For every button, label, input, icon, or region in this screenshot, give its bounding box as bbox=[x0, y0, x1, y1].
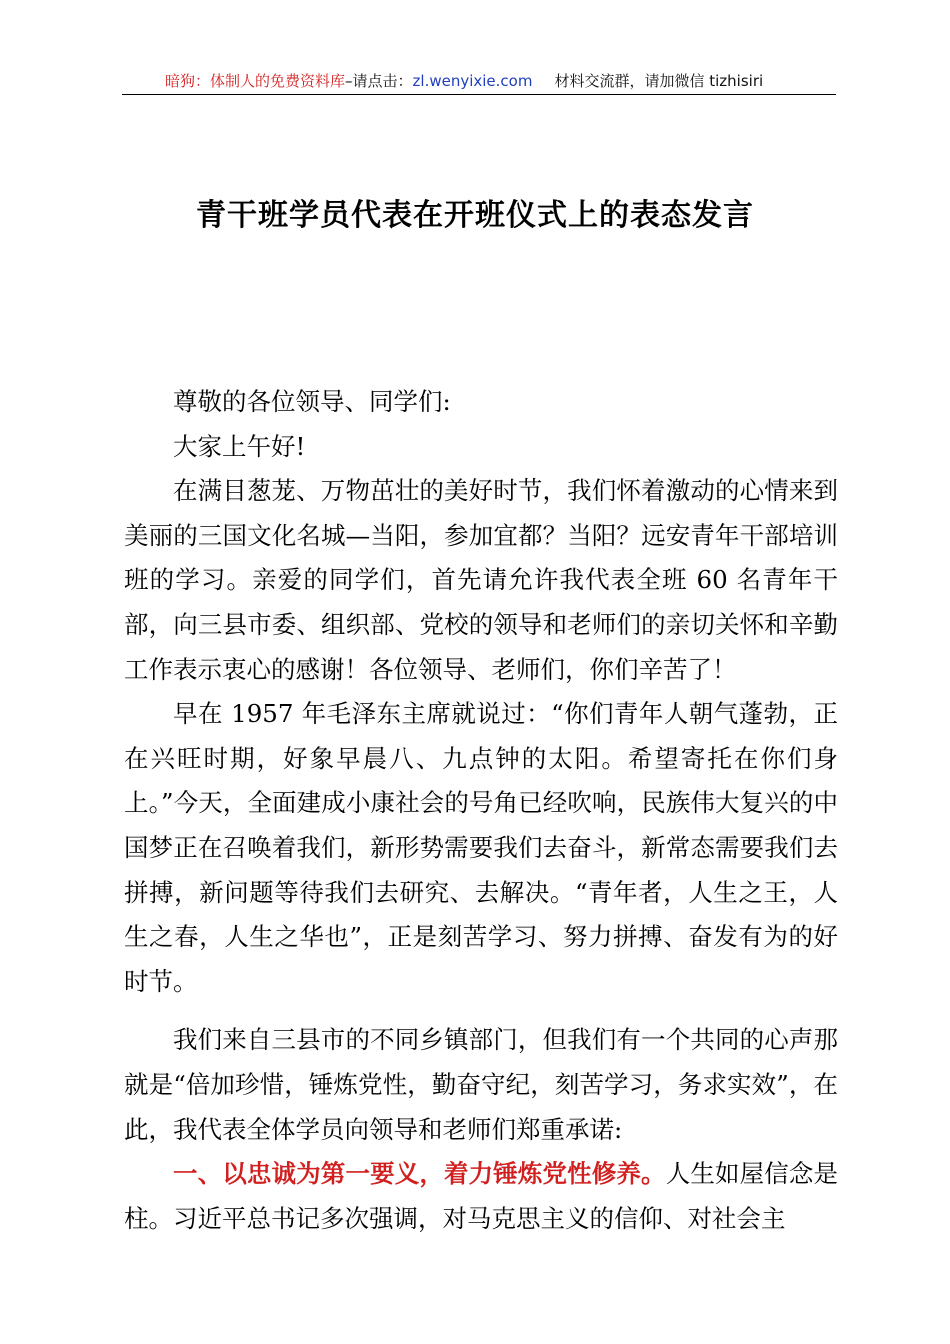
header-url-link[interactable]: zl.wenyixie.com bbox=[412, 72, 533, 90]
header-prompt: –请点击： bbox=[345, 72, 413, 90]
page-header bbox=[122, 66, 836, 95]
header-site-name: 暗狗：体制人的免费资料库 bbox=[165, 72, 346, 90]
document-title: 青干班学员代表在开班仪式上的表态发言 bbox=[196, 198, 754, 233]
header-contact: 材料交流群，请加微信 tizhisiri bbox=[554, 72, 764, 90]
salutation: 尊敬的各位领导、同学们: bbox=[173, 387, 451, 416]
paragraph-3: 我们来自三县市的不同乡镇部门，但我们有一个共同的心声那就是“倍加珍惜，锤炼党性，勤奋守纪，刻苦学习，务求实效”，在此，我代表全体学员向领导和老师们郑重承诺: bbox=[124, 1025, 838, 1144]
section-1-paragraph bbox=[124, 1152, 838, 1241]
section-1-text: 人生如屋信念是柱。习近平总书记多次强调，对马克思主义的信仰、对社会主 bbox=[124, 1159, 839, 1233]
greeting: 大家上午好! bbox=[173, 431, 306, 461]
paragraph-1: 在满目葱茏、万物茁壮的美好时节，我们怀着激动的心情来到美丽的三国文化名城—当阳，参加宜都？当阳？远安青年干部培训班的学习。亲爱的同学们，首先请允许我代表全班 60 名青年干部，向三县市委、组织部、党校的领导和老师们的亲切关怀和辛勤工作表示衷心的感谢！各位领导、老师们，你们辛苦了！ bbox=[124, 476, 838, 684]
document-body bbox=[124, 380, 838, 1241]
header-content bbox=[165, 70, 763, 91]
paragraph-2: 早在 1957 年毛泽东主席就说过：“你们青年人朝气蓬勃，正在兴旺时期，好象早晨八、九点钟的太阳。希望寄托在你们身上。”今天，全面建成小康社会的号角已经吹响，民族伟大复兴的中国梦正在召唤着我们，新形势需要我们去奋斗，新常态需要我们去拼搏，新问题等待我们去研究、去解决。“青年者，人生之王，人生之春，人生之华也”，正是刻苦学习、努力拼搏、奋发有为的好时节。 bbox=[124, 699, 838, 996]
section-1-heading: 一、以忠诚为第一要义，着力锤炼党性修养。 bbox=[173, 1159, 666, 1189]
